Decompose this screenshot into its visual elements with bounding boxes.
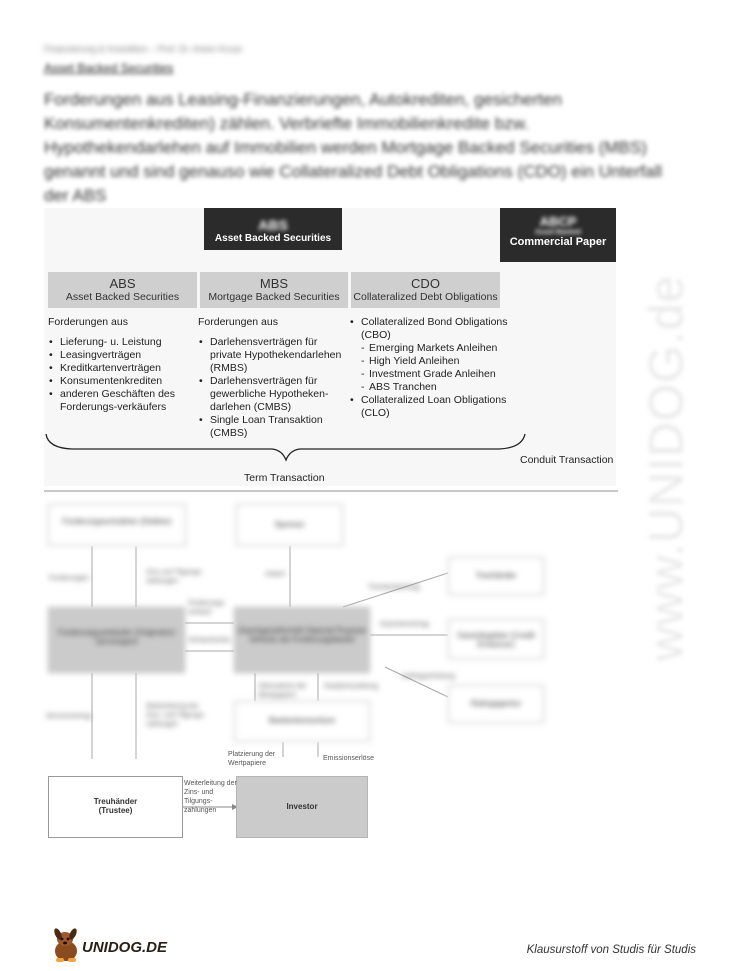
category-abs-subtitle: Asset Backed Securities	[65, 291, 180, 303]
list-sub-item: - Emerging Markets Anleihen	[349, 342, 519, 355]
forderungen-label: Forderungen	[49, 575, 90, 582]
sponsor-label: Sponsor	[274, 520, 305, 529]
section-title: Asset Backed Securities	[44, 61, 174, 75]
list-sub-item: - High Yield Anleihen	[349, 355, 519, 368]
category-cdo-title: CDO	[411, 276, 440, 291]
list-item: • Konsumentenkrediten	[48, 375, 198, 388]
platzierung-label: Platzierung der Wertpapiere	[228, 751, 276, 767]
abs-column	[48, 316, 198, 414]
abs-header-box	[204, 208, 342, 250]
garantievertrag-label: Garantievertrag	[380, 621, 429, 628]
list-sub-item: - ABS Tranchen	[349, 381, 519, 394]
ueberlassung-label: Übernahme der Wertpapiere	[258, 683, 307, 699]
trustee-box	[48, 776, 183, 838]
emissionserloes-label: Emissionserlöse	[323, 755, 374, 762]
category-mbs-title: MBS	[259, 276, 289, 291]
treuhaender-top-label: Treuhänder	[475, 571, 517, 580]
zweckgesellschaft-box	[234, 607, 370, 673]
category-abs	[48, 272, 197, 308]
list-item: • Kreditkartenverträgen	[48, 362, 198, 375]
bankenkonsortium-label: Bankenkonsortium	[268, 716, 336, 725]
list-item: • Collateralized Bond Obligations (CBO)	[349, 316, 519, 342]
intro-paragraph: Forderungen aus Leasing-Finanzierungen, Autokrediten, gesicherten Konsumentenkrediten) zählen. Verbriefte Immobilienkredite bzw. Hypothekendarlehen auf Immobilien werden Mortgage Backed Securities (MBS) genannt und sind genauso wie Collateralized Debt Obligations (CDO) ein Unterfall der ABS	[44, 90, 663, 205]
servicing-label: Servicevertrag	[46, 713, 92, 720]
abcp-header-title: ABCP	[539, 214, 577, 229]
mbs-column	[198, 316, 350, 440]
abcp-header-subtitle-small: Asset Backed	[535, 229, 581, 236]
abcp-header-box	[500, 208, 616, 262]
ratingagentur-box	[448, 685, 544, 723]
list-item: • anderen Geschäften des Forderungs-verkäufers	[48, 388, 198, 414]
treuhandvertrag-label: Treuhandvertrag	[368, 584, 420, 591]
category-mbs-subtitle: Mortgage Backed Securities	[208, 291, 340, 303]
list-item: • Collateralized Loan Obligations (CLO)	[349, 394, 519, 420]
initiiert-label: initiiert	[265, 571, 286, 578]
kaufpreis-label: Kaufpreiszahlung	[324, 683, 379, 690]
investor-label: Investor	[286, 802, 318, 811]
abcp-header-subtitle: Commercial Paper	[509, 236, 607, 248]
mbs-column-lead: Forderungen aus	[198, 316, 278, 328]
cdo-column	[349, 316, 519, 420]
watermark-text: www.UNIDOG.de	[640, 274, 694, 662]
footer-tagline: Klausurstoff von Studis für Studis	[526, 944, 696, 956]
auftrag-label: Auftragserteilung	[402, 673, 455, 680]
term-transaction-brace	[44, 430, 534, 470]
term-transaction-label: Term Transaction	[244, 472, 325, 484]
category-mbs	[200, 272, 348, 308]
list-item: • Single Loan Transaktion (CMBS)	[198, 414, 350, 440]
investor-box	[236, 776, 368, 838]
category-abs-title: ABS	[109, 276, 136, 291]
forderungsschuldner-box	[48, 504, 186, 546]
logo-text: UNIDOG.DE	[82, 939, 168, 956]
credit-enhancer-label: Garantiegeber (Credit Enhancer)	[457, 631, 535, 649]
forderungsschuldner-label: Forderungsschuldner (Debitor)	[62, 517, 172, 526]
list-item: • Leasingverträgen	[48, 349, 198, 362]
document-header: Finanzierung & Investition – Prof. Dr. Anton Kruse	[44, 44, 243, 54]
sponsor-box	[236, 504, 343, 546]
abs-classification-diagram	[44, 208, 616, 486]
forderungsverkaeufer-label: Forderungsverkäufer (Originator) Servicegent	[58, 628, 175, 646]
list-item: • Darlehensverträgen für private Hypothekendarlehen (RMBS)	[198, 336, 350, 375]
list-item: • Lieferung- u. Leistung	[48, 336, 198, 349]
weiterleitung-left-label: Weiterleitung der Zins- und Tilgungs-zahlungen	[146, 703, 206, 728]
forderungsverkaeufer-box	[48, 607, 185, 673]
bankenkonsortium-box	[234, 701, 370, 742]
conduit-transaction-label: Conduit Transaction	[520, 454, 614, 466]
list-sub-item: - Investment Grade Anleihen	[349, 368, 519, 381]
unidog-logo	[52, 926, 172, 964]
credit-enhancer-box	[448, 619, 544, 659]
treuhaender-top-box	[448, 557, 544, 595]
section-divider	[44, 490, 618, 492]
category-cdo-subtitle: Collateralized Debt Obligations	[353, 291, 498, 303]
zweckgesellschaft-label: Zweckgesellschaft (Special Purpose Vehicle) als Forderungskäufer	[237, 626, 367, 644]
abs-header-title: ABS	[258, 217, 288, 233]
abs-header-subtitle: Asset Backed Securities	[214, 233, 332, 244]
trustee-title: Treuhänder	[93, 797, 138, 806]
category-cdo	[351, 272, 500, 308]
forderungsverkauf-label: Forderungs-verkauf	[188, 600, 227, 616]
zins-tilgung-label: Zins und Tilgungs-zahlungen	[146, 569, 204, 585]
abs-column-lead: Forderungen aus	[48, 316, 128, 328]
verkaufserloes-label: Verkaufserlös	[188, 637, 231, 644]
abs-transaction-flow-diagram	[0, 495, 750, 845]
list-item: • Darlehensverträgen für gewerbliche Hypotheken-darlehen (CMBS)	[198, 375, 350, 414]
ratingagentur-label: Ratingagentur	[470, 699, 522, 708]
weiterleitung-label: Weiterleitung der Zins- und Tilgungs-zahlungen	[184, 780, 237, 814]
trustee-subtitle: (Trustee)	[98, 806, 133, 815]
